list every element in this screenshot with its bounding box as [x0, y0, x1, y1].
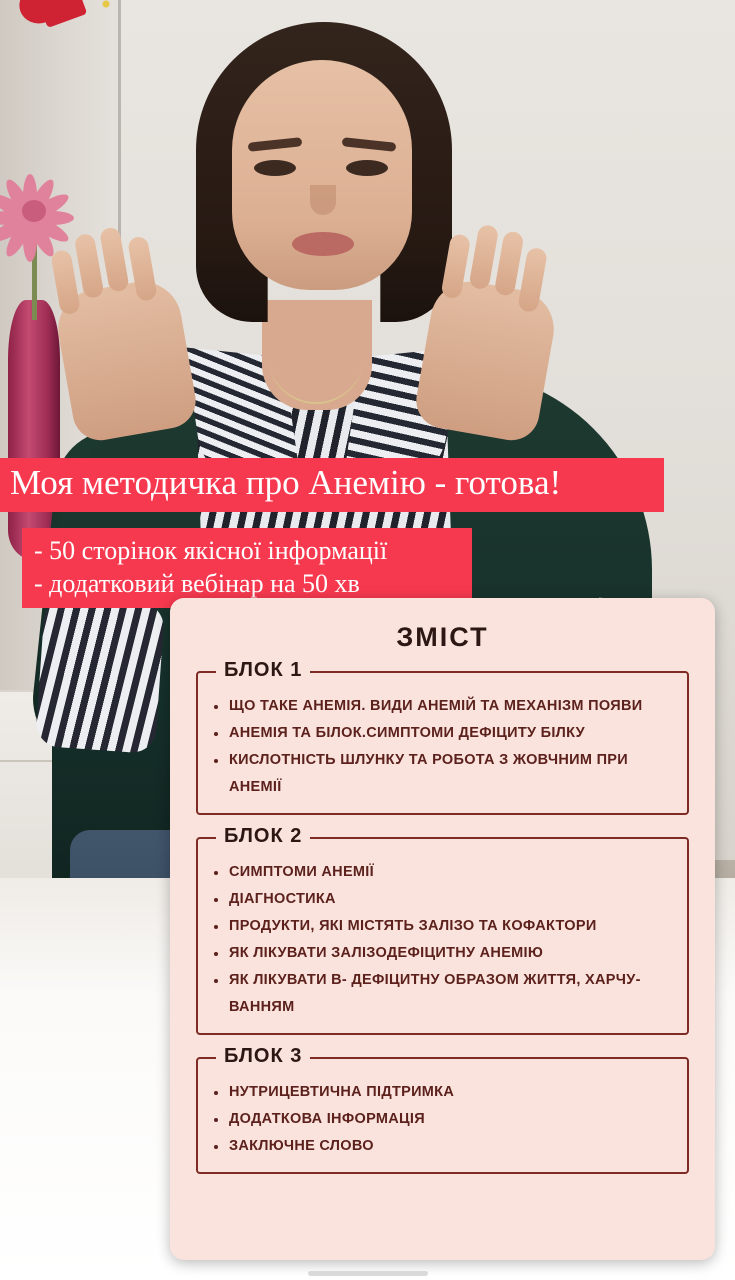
block-2-list [212, 859, 673, 1021]
list-item: ДОДАТКОВА ІНФОРМАЦІЯ [212, 1106, 673, 1133]
list-item: ПРОДУКТИ, ЯКІ МІСТЯТЬ ЗАЛІЗО ТА КОФАКТОРИ [212, 913, 673, 940]
list-item: НУТРИЦЕВТИЧНА ПІДТРИМКА [212, 1079, 673, 1106]
block-1-list [212, 693, 673, 801]
block-3-label: БЛОК 3 [216, 1045, 310, 1068]
contents-card[interactable] [170, 598, 715, 1260]
block-1-label: БЛОК 1 [216, 659, 310, 682]
content-block-2 [196, 825, 689, 1035]
list-item: ЗАКЛЮЧНЕ СЛОВО [212, 1133, 673, 1160]
list-item: ЯК ЛІКУВАТИ В- ДЕФІЦИТНУ ОБРАЗОМ ЖИТТЯ, ХАРЧУ-ВАННЯМ [212, 967, 673, 1021]
sparkle-dots-icon [26, 0, 112, 12]
caption-main-text: Моя методичка про Анемію - готова! [10, 463, 562, 502]
face [232, 60, 412, 290]
heart-sticker[interactable] [22, 0, 118, 18]
block-2-label: БЛОК 2 [216, 825, 310, 848]
list-item: АНЕМІЯ ТА БІЛОК.СИМПТОМИ ДЕФІЦИТУ БІЛКУ [212, 720, 673, 747]
caption-sub[interactable] [22, 528, 472, 608]
list-item: ЯК ЛІКУВАТИ ЗАЛІЗОДЕФІЦИТНУ АНЕМІЮ [212, 940, 673, 967]
contents-title: ЗМІСТ [396, 622, 489, 652]
list-item: КИСЛОТНІСТЬ ШЛУНКУ ТА РОБОТА З ЖОВЧНИМ ПРИ АНЕМІЇ [212, 747, 673, 801]
block-3-list [212, 1079, 673, 1160]
sleeve-left [35, 596, 165, 754]
content-block-3 [196, 1045, 689, 1174]
content-block-1 [196, 659, 689, 815]
caption-main[interactable] [0, 458, 664, 512]
home-indicator[interactable] [308, 1271, 428, 1276]
caption-sub-line1: - 50 сторінок якісної інформації [34, 536, 388, 565]
list-item: ДІАГНОСТИКА [212, 886, 673, 913]
list-item: ЩО ТАКЕ АНЕМІЯ. ВИДИ АНЕМІЙ ТА МЕХАНІЗМ ПОЯВИ [212, 693, 673, 720]
caption-sub-line2: - додатковий вебінар на 50 хв [34, 569, 360, 598]
list-item: СИМПТОМИ АНЕМІЇ [212, 859, 673, 886]
